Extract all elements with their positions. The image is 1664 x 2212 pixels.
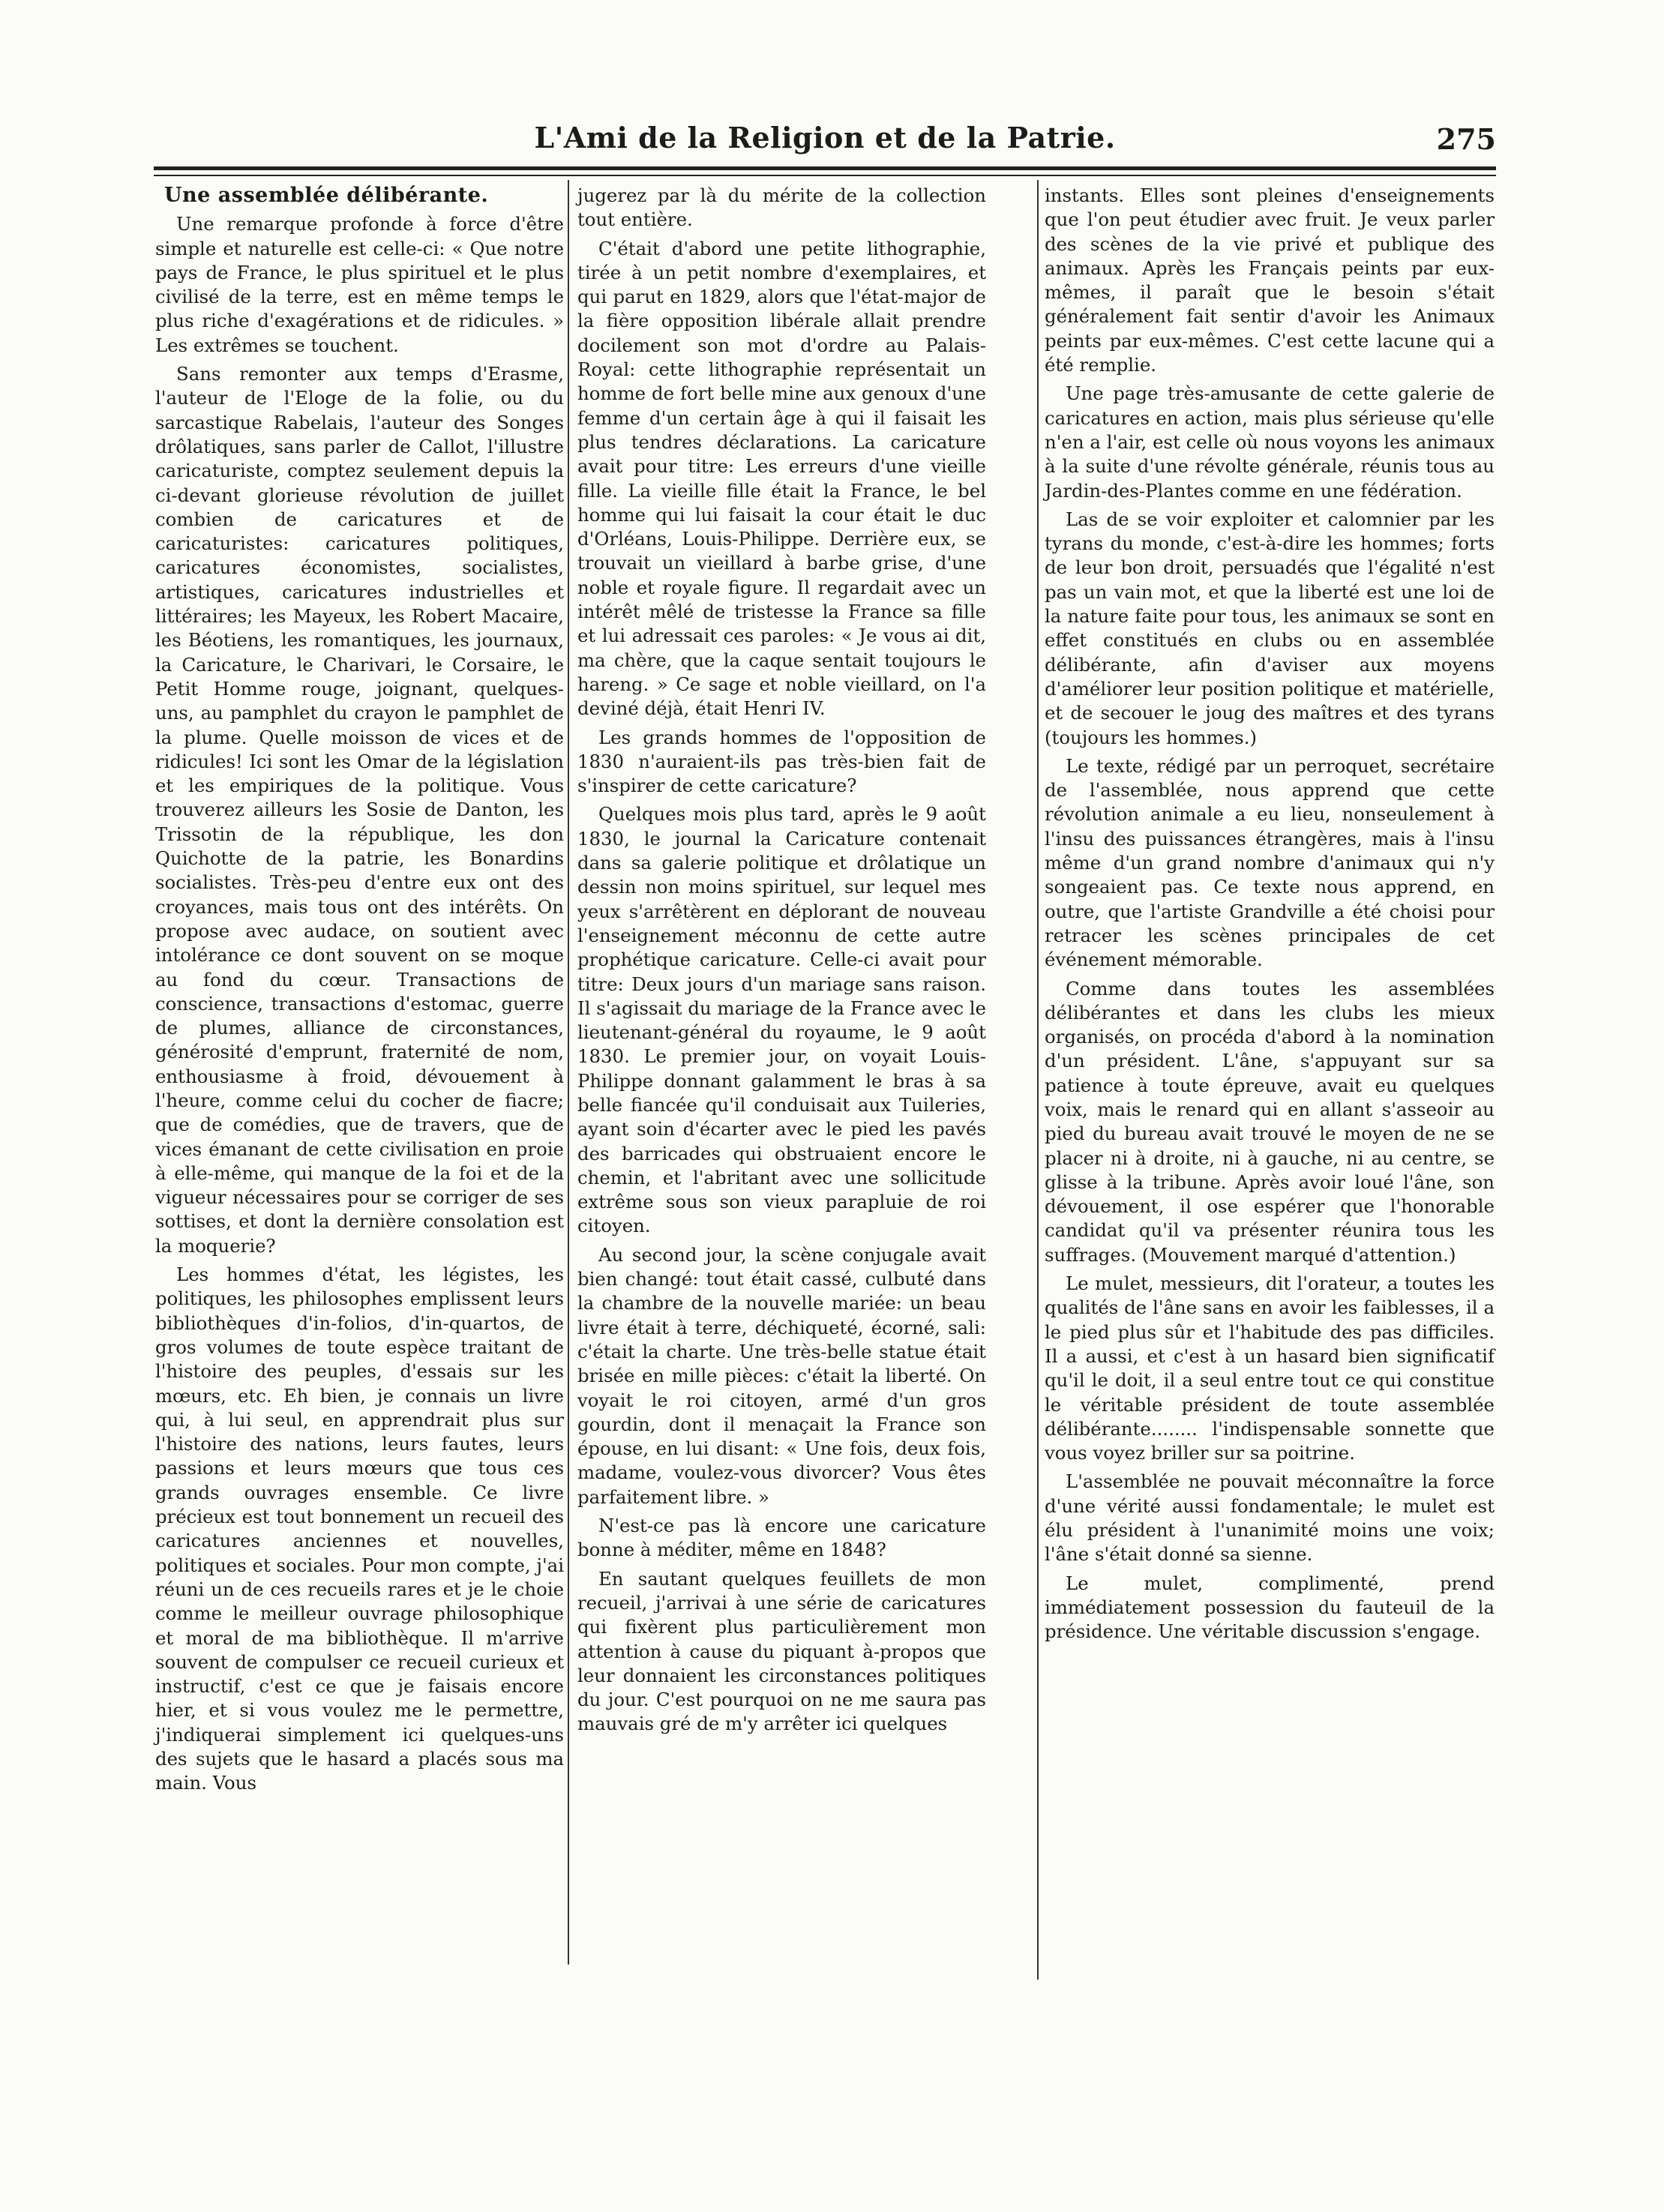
running-title: L'Ami de la Religion et de la Patrie.	[534, 121, 1116, 154]
paragraph: Sans remonter aux temps d'Erasme, l'auteur de l'Eloge de la folie, ou du sarcastique Rabelais, l'auteur des Songes drôlatiques, sans parler de Callot, l'illustre caricaturiste, comptez seulement depuis la ci-devant glorieuse révolution de juillet combien de caricatures et de caricaturistes: caricatures politiques, caricatures économistes, socialistes, artistiques, caricatures industrielles et littéraires; les Mayeux, les Robert Macaire, les Béotiens, les romantiques, les journaux, la Caricature, le Charivari, le Corsaire, le Petit Homme rouge, joignant, quelques-uns, au pamphlet du crayon le pamphlet de la plume. Quelle moisson de vices et de ridicules! Ici sont les Omar de la législation et les empiriques de la politique. Vous trouverez ailleurs les Sosie de Danton, les Trissotin de la république, les don Quichotte de la patrie, les Bonardins socialistes. Très-peu d'entre eux ont des croyances, mais tous ont des intérêts. On propose avec audace, on soutient avec intolérance ce dont souvent on se moque au fond du cœur. Transactions de conscience, transactions d'estomac, guerre de plumes, alliance de circonstances, générosité d'emprunt, fraternité de nom, enthousiasme à froid, dévouement à l'heure, comme celui du cocher de fiacre; que de comédies, que de travers, que de vices émanant de cette civilisation en proie à elle-même, qui manque de la foi et de la vigueur nécessaires pour se corriger de ses sottises, et dont la dernière consolation est la moquerie?	[155, 363, 564, 1257]
page-number: 275	[1436, 122, 1496, 156]
paragraph: instants. Elles sont pleines d'enseignements que l'on peut étudier avec fruit. Je veux parler des scènes de la vie privé et publique des animaux. Après les Français peints par eux-mêmes, il paraît que le besoin s'était généralement fait sentir d'avoir les Animaux peints par eux-mêmes. C'est cette lacune qui a été remplie.	[1045, 184, 1495, 376]
paragraph: En sautant quelques feuillets de mon recueil, j'arrivai à une série de caricatures qui fixèrent plus particulièrement mon attention à cause du piquant à-propos que leur donnaient les circonstances politiques du jour. C'est pourquoi on ne me saura pas mauvais gré de m'y arrêter ici quelques	[577, 1567, 986, 1735]
paragraph: Les grands hommes de l'opposition de 1830 n'auraient-ils pas très-bien fait de s'inspirer de cette caricature?	[577, 726, 986, 797]
paragraph: Le mulet, complimenté, prend immédiatement possession du fauteuil de la présidence. Une véritable discussion s'engage.	[1045, 1572, 1495, 1643]
paragraph: L'assemblée ne pouvait méconnaître la force d'une vérité aussi fondamentale; le mulet est élu président à l'unanimité moins une voix; l'âne s'était donné sa sienne.	[1045, 1470, 1495, 1566]
article-title: Une assemblée délibérante.	[164, 184, 489, 207]
paragraph: Les hommes d'état, les légistes, les politiques, les philosophes emplissent leurs bibliothèques d'in-folios, d'in-quartos, de gros volumes de toute espèce traitant de l'histoire des peuples, d'essais sur les mœurs, etc. Eh bien, je connais un livre qui, à lui seul, en apprendrait plus sur l'histoire des nations, leurs fautes, leurs passions et leurs mœurs que tous ces grands ouvrages ensemble. Ce livre précieux est tout bonnement un recueil des caricatures anciennes et nouvelles, politiques et sociales. Pour mon compte, j'ai réuni un de ces recueils rares et je le choie comme le meilleur ouvrage philosophique et moral de ma bibliothèque. Il m'arrive souvent de compulser ce recueil curieux et instructif, c'est ce que je faisais encore hier, et si vous voulez me le permettre, j'indiquerai simplement ici quelques-uns des sujets que le hasard a placés sous ma main. Vous	[155, 1263, 564, 1794]
paragraph: C'était d'abord une petite lithographie, tirée à un petit nombre d'exemplaires, et qui parut en 1829, alors que l'état-major de la fière opposition libérale allait prendre docilement son mot d'ordre au Palais-Royal: cette lithographie représentait un homme de fort belle mine aux genoux d'une femme d'un certain âge à qui il faisait les plus tendres déclarations. La caricature avait pour titre: Les erreurs d'une vieille fille. La vieille fille était la France, le bel homme qui lui faisait la cour était le duc d'Orléans, Louis-Philippe. Derrière eux, se trouvait un vieillard à barbe grise, d'une noble et royale figure. Il regardait avec un intérêt mêlé de tristesse la France sa fille et lui adressait ces paroles: « Je vous ai dit, ma chère, que la caque sentait toujours le hareng. » Ce sage et noble vieillard, on l'a deviné déjà, était Henri IV.	[577, 237, 986, 720]
paragraph: Le mulet, messieurs, dit l'orateur, a toutes les qualités de l'âne sans en avoir les faiblesses, il a le pied plus sûr et l'habitude des pas difficiles. Il a aussi, et c'est à un hasard bien significatif qu'il le doit, il a seul entre tout ce qui constitue le véritable président de toute assemblée délibérante........ l'indispensable sonnette que vous voyez briller sur sa poitrine.	[1045, 1272, 1495, 1464]
paragraph: jugerez par là du mérite de la collection tout entière.	[577, 184, 986, 231]
column-3	[1045, 184, 1495, 1649]
paragraph: Las de se voir exploiter et calomnier par les tyrans du monde, c'est-à-dire les hommes; forts de leur bon droit, persuadés que l'égalité n'est pas un vain mot, et que la liberté est une loi de la nature faite pour tous, les animaux se sont en effet constitués en clubs ou en assemblée délibérante, afin d'aviser aux moyens d'améliorer leur position politique et matérielle, et de secouer le joug des maîtres et des tyrans (toujours les hommes.)	[1045, 508, 1495, 748]
column-divider-2	[1037, 180, 1039, 1980]
header-rule-thin	[154, 175, 1496, 176]
paragraph: N'est-ce pas là encore une caricature bonne à méditer, même en 1848?	[577, 1515, 986, 1561]
paragraph: Le texte, rédigé par un perroquet, secrétaire de l'assemblée, nous apprend que cette révolution animale a eu lieu, nonseulement à l'insu des puissances étrangères, mais à l'insu même d'un grand nombre d'animaux qui n'y songeaient pas. Ce texte nous apprend, en outre, que l'artiste Grandville a été choisi pour retracer les scènes principales de cet événement mémorable.	[1045, 754, 1495, 971]
paragraph: Au second jour, la scène conjugale avait bien changé: tout était cassé, culbuté dans la chambre de la nouvelle mariée: un beau livre était à terre, déchiqueté, écorné, sali: c'était la charte. Une très-belle statue était brisée en mille pièces: c'était la liberté. On voyait le roi citoyen, armé d'un gros gourdin, dont il menaçait la France son épouse, en lui disant: « Une fois, deux fois, madame, voulez-vous divorcer? Vous êtes parfaitement libre. »	[577, 1243, 986, 1508]
paragraph: Une remarque profonde à force d'être simple et naturelle est celle-ci: « Que notre pays de France, le plus spirituel et le plus civilisé de la terre, est en même temps le plus riche d'exagérations et de ridicules. » Les extrêmes se touchent.	[155, 213, 564, 356]
column-1	[155, 184, 564, 1800]
column-2	[577, 184, 986, 1741]
paragraph: Comme dans toutes les assemblées délibérantes et dans les clubs les mieux organisés, on procéda d'abord à la nomination d'un président. L'âne, s'appuyant sur sa patience à toute épreuve, avait eu quelques voix, mais le renard qui en allant s'asseoir au pied du bureau avait trouvé le moyen de ne se placer ni à droite, ni à gauche, ni au centre, se glisse à la tribune. Après avoir loué l'âne, son dévouement, il ose espérer que l'honorable candidat qu'il va présenter réunira tous les suffrages. (Mouvement marqué d'attention.)	[1045, 977, 1495, 1266]
paragraph: Quelques mois plus tard, après le 9 août 1830, le journal la Caricature contenait dans sa galerie politique et drôlatique un dessin non moins spirituel, sur lequel mes yeux s'arrêtèrent en déplorant de nouveau l'enseignement méconnu de cette autre prophétique caricature. Celle-ci avait pour titre: Deux jours d'un mariage sans raison. Il s'agissait du mariage de la France avec le lieutenant-général du royaume, le 9 août 1830. Le premier jour, on voyait Louis-Philippe donnant galamment le bras à sa belle fiancée qu'il conduisait aux Tuileries, ayant soin d'écarter avec le pied les pavés des barricades qui obstruaient encore le chemin, et l'abritant avec une sollicitude extrême sous son vieux parapluie de roi citoyen.	[577, 803, 986, 1237]
paragraph: Une page très-amusante de cette galerie de caricatures en action, mais plus sérieuse qu'elle n'en a l'air, est celle où nous voyons les animaux à la suite d'une révolte générale, réunis tous au Jardin-des-Plantes comme en une fédération.	[1045, 382, 1495, 502]
header-rule-thick	[154, 166, 1496, 170]
page-header	[154, 116, 1496, 161]
column-divider-1	[568, 180, 569, 1965]
